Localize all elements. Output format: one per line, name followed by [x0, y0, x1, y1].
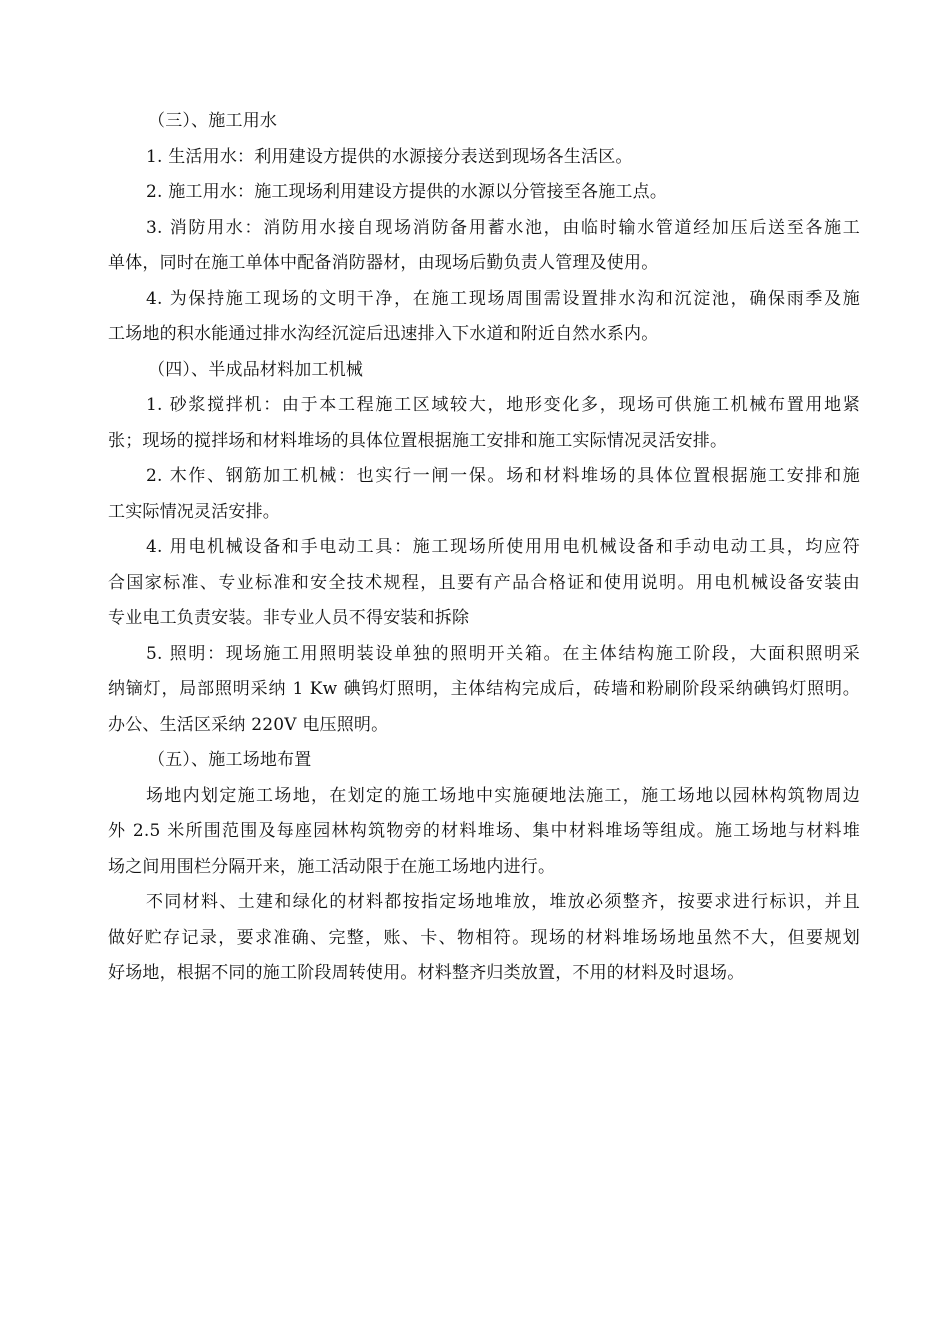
paragraph-line: 合国家标准、专业标准和安全技术规程，且要有产品合格证和使用说明。用电机械设备安装由 — [108, 572, 860, 593]
paragraph-line: 好场地，根据不同的施工阶段周转使用。材料整齐归类放置，不用的材料及时退场。 — [108, 963, 745, 983]
paragraph-line: 场地内划定施工场地，在划定的施工场地中实施硬地法施工，施工场地以园林构筑物周边 — [146, 785, 860, 806]
paragraph-line: 工场地的积水能通过排水沟经沉淀后迅速排入下水道和附近自然水系内。 — [108, 324, 659, 344]
section-heading-3: （三）、施工用水 — [148, 111, 278, 131]
paragraph-line: 4. 用电机械设备和手电动工具：施工现场所使用用电机械设备和手动电动工具，均应符 — [146, 537, 860, 557]
paragraph-line: 2. 木作、钢筋加工机械：也实行一闸一保。场和材料堆场的具体位置根据施工安排和施 — [146, 466, 860, 486]
paragraph-line: 4. 为保持施工现场的文明干净，在施工现场周围需设置排水沟和沉淀池，确保雨季及施 — [146, 288, 860, 309]
paragraph-line: 做好贮存记录，要求准确、完整，账、卡、物相符。现场的材料堆场场地虽然不大，但要规划 — [108, 927, 860, 948]
section-heading-4: （四）、半成品材料加工机械 — [148, 359, 364, 380]
paragraph-line: 专业电工负责安装。非专业人员不得安装和拆除 — [108, 608, 470, 628]
paragraph-line: 单体，同时在施工单体中配备消防器材，由现场后勤负责人管理及使用。 — [108, 253, 659, 273]
paragraph-line: 工实际情况灵活安排。 — [108, 501, 280, 522]
document-page — [108, 104, 860, 992]
paragraph-line: 1. 生活用水：利用建设方提供的水源接分表送到现场各生活区。 — [146, 146, 633, 167]
paragraph-line: 张；现场的搅拌场和材料堆场的具体位置根据施工安排和施工实际情况灵活安排。 — [108, 430, 728, 451]
paragraph-line: 3. 消防用水：消防用水接自现场消防备用蓄水池，由临时输水管道经加压后送至各施工 — [146, 217, 860, 238]
paragraph-line: 不同材料、土建和绿化的材料都按指定场地堆放，堆放必须整齐，按要求进行标识，并且 — [146, 892, 860, 912]
paragraph-line: 1. 砂浆搅拌机：由于本工程施工区域较大，地形变化多，现场可供施工机械布置用地紧 — [146, 395, 860, 415]
paragraph-line: 办公、生活区采纳 220V 电压照明。 — [108, 714, 389, 735]
paragraph-line: 场之间用围栏分隔开来，施工活动限于在施工场地内进行。 — [108, 856, 556, 877]
paragraph-line: 外 2.5 米所围范围及每座园林构筑物旁的材料堆场、集中材料堆场等组成。施工场地与材料堆 — [108, 821, 860, 841]
paragraph-line: 5. 照明：现场施工用照明装设单独的照明开关箱。在主体结构施工阶段，大面积照明采 — [146, 643, 860, 664]
section-heading-5: （五）、施工场地布置 — [148, 750, 312, 770]
paragraph-line: 2. 施工用水：施工现场利用建设方提供的水源以分管接至各施工点。 — [146, 182, 668, 202]
paragraph-line: 纳镝灯，局部照明采纳 1 Kw 碘钨灯照明，主体结构完成后，砖墙和粉刷阶段采纳碘钨灯照明。 — [108, 679, 860, 699]
